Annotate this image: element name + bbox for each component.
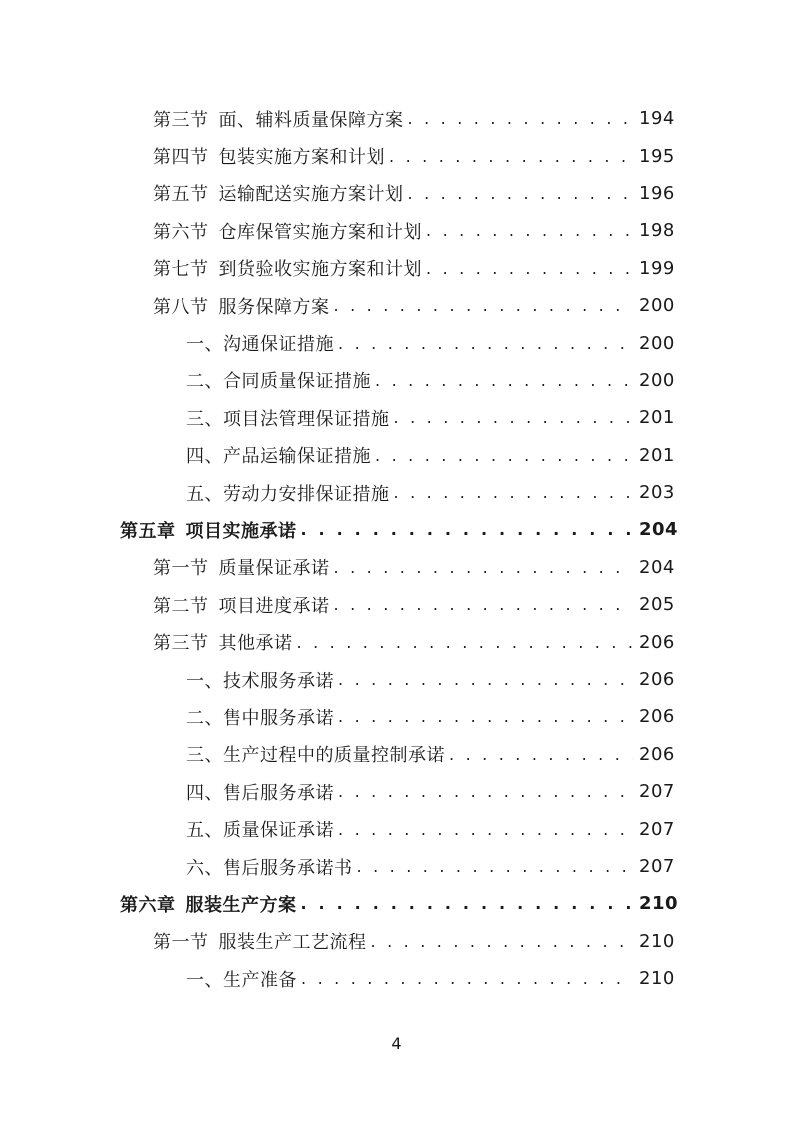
toc-entry[interactable] (0, 586, 793, 623)
toc-dot-leader (375, 371, 633, 390)
toc-entry-prefix: 四、 (186, 446, 223, 468)
toc-entry-prefix: 第五章 (120, 520, 176, 542)
toc-entry-prefix: 第一节 (153, 558, 209, 580)
toc-entry[interactable] (0, 960, 793, 997)
toc-dot-leader (338, 782, 633, 801)
toc-entry-label (186, 704, 334, 730)
toc-entry-prefix: 六、 (186, 857, 223, 879)
toc-dot-leader (426, 221, 633, 240)
toc-entry-label (120, 891, 297, 917)
toc-entry-label (153, 554, 330, 580)
toc-dot-leader (375, 446, 633, 465)
toc-entry-page: 207 (639, 856, 675, 877)
toc-dot-leader (389, 147, 633, 166)
toc-entry-title: 服装生产工艺流程 (218, 932, 367, 954)
toc-entry[interactable] (0, 137, 793, 174)
toc-dot-leader (297, 633, 634, 652)
toc-entry-prefix: 一、 (186, 969, 223, 991)
toc-entry[interactable] (0, 736, 793, 773)
toc-entry-page: 200 (639, 295, 675, 317)
toc-entry-page: 196 (639, 182, 675, 204)
toc-entry[interactable] (0, 437, 793, 474)
toc-entry-prefix: 第八节 (153, 296, 209, 318)
toc-entry-prefix: 一、 (186, 670, 223, 692)
toc-entry-page: 203 (639, 482, 675, 504)
toc-entry[interactable] (0, 324, 793, 361)
toc-entry-title: 项目实施承诺 (185, 520, 297, 542)
toc-entry-label (186, 367, 371, 393)
toc-entry-title: 劳动力安排保证措施 (223, 483, 390, 505)
toc-entry[interactable] (0, 511, 793, 548)
toc-entry[interactable] (0, 100, 793, 137)
toc-entry-title: 产品运输保证措施 (223, 446, 371, 468)
toc-entry-prefix: 第三节 (153, 109, 209, 131)
toc-dot-leader (426, 259, 633, 278)
toc-dot-leader (394, 408, 634, 427)
toc-entry-title: 售后服务承诺书 (223, 857, 353, 879)
toc-dot-leader (338, 820, 633, 839)
toc-entry-prefix: 第六节 (153, 221, 209, 243)
toc-entry-page: 195 (639, 145, 675, 167)
toc-entry-label (186, 816, 334, 842)
toc-entry-label (153, 180, 404, 206)
toc-entry[interactable] (0, 474, 793, 511)
toc-entry-label (186, 966, 297, 992)
toc-entry-page: 194 (639, 108, 675, 130)
toc-entry-prefix: 第二节 (153, 595, 209, 617)
toc-entry-prefix: 二、 (186, 371, 223, 393)
toc-dot-leader (301, 894, 634, 913)
toc-entry[interactable] (0, 399, 793, 436)
toc-entry-page: 207 (639, 818, 675, 840)
toc-entry-label (153, 143, 385, 169)
toc-dot-leader (408, 109, 634, 128)
toc-dot-leader (338, 334, 633, 353)
toc-dot-leader (338, 670, 633, 689)
toc-entry-label (186, 667, 334, 693)
toc-entry-prefix: 第七节 (153, 259, 209, 281)
toc-entry-label (153, 629, 293, 655)
toc-entry-prefix: 第六章 (120, 894, 176, 916)
toc-entry-prefix: 第四节 (153, 147, 209, 169)
toc-entry[interactable] (0, 549, 793, 586)
toc-entry-label (186, 480, 390, 506)
toc-entry-title: 售中服务承诺 (223, 707, 334, 729)
toc-dot-leader (371, 932, 634, 951)
toc-dot-leader (338, 707, 633, 726)
toc-entry-label (186, 330, 334, 356)
toc-entry-title: 质量保证承诺 (218, 558, 330, 580)
toc-entry-prefix: 二、 (186, 707, 223, 729)
toc-entry-label (186, 442, 371, 468)
toc-entry-label (153, 293, 330, 319)
toc-entry-prefix: 第三节 (153, 633, 209, 655)
toc-entry-title: 到货验收实施方案和计划 (218, 259, 422, 281)
toc-entry[interactable] (0, 212, 793, 249)
toc-dot-leader (301, 969, 633, 988)
toc-entry-prefix: 第五节 (153, 184, 209, 206)
toc-entry-page: 205 (639, 594, 675, 616)
toc-entry-prefix: 一、 (186, 334, 223, 356)
toc-entry-page: 200 (639, 369, 675, 391)
toc-entry-prefix: 三、 (186, 408, 223, 430)
toc-dot-leader (449, 745, 633, 764)
toc-entry-page: 201 (639, 444, 675, 466)
toc-entry-title: 生产过程中的质量控制承诺 (223, 745, 445, 767)
toc-dot-leader (394, 483, 634, 502)
toc-entry-title: 其他承诺 (218, 633, 293, 655)
toc-entry-title: 包装实施方案和计划 (218, 147, 385, 169)
toc-entry-title: 服务保障方案 (218, 296, 330, 318)
toc-entry-prefix: 五、 (186, 483, 223, 505)
toc-entry[interactable] (0, 175, 793, 212)
toc-entry-page: 201 (639, 407, 675, 429)
toc-entry-title: 质量保证承诺 (223, 820, 334, 842)
toc-entry-label (120, 517, 297, 543)
toc-entry-title: 沟通保证措施 (223, 334, 334, 356)
toc-entry-page: 206 (639, 631, 675, 653)
toc-entry[interactable] (0, 698, 793, 735)
page-number: 4 (391, 1034, 402, 1053)
toc-dot-leader (408, 184, 634, 203)
toc-entry[interactable] (0, 773, 793, 810)
toc-entry-label (186, 854, 353, 880)
toc-entry-title: 服装生产方案 (185, 894, 297, 916)
toc-entry[interactable] (0, 848, 793, 885)
toc-entry-label (153, 255, 422, 281)
table-of-contents (0, 100, 793, 997)
toc-entry[interactable] (0, 885, 793, 922)
toc-entry-prefix: 第一节 (153, 932, 209, 954)
toc-entry-page: 204 (639, 556, 675, 578)
toc-entry-title: 生产准备 (223, 969, 297, 991)
toc-entry[interactable] (0, 810, 793, 847)
toc-entry-title: 技术服务承诺 (223, 670, 334, 692)
toc-dot-leader (357, 857, 634, 876)
toc-entry-page: 204 (639, 519, 679, 541)
toc-dot-leader (334, 595, 634, 614)
toc-entry-page: 206 (639, 669, 675, 691)
toc-entry-title: 项目法管理保证措施 (223, 408, 390, 430)
toc-entry-title: 面、辅料质量保障方案 (218, 109, 404, 131)
toc-entry-page: 210 (639, 893, 679, 915)
toc-entry-prefix: 五、 (186, 820, 223, 842)
toc-entry-page: 210 (639, 930, 675, 952)
toc-entry-title: 项目进度承诺 (218, 595, 330, 617)
toc-dot-leader (334, 558, 634, 577)
toc-dot-leader (301, 520, 634, 539)
toc-entry-page: 199 (639, 257, 675, 279)
toc-entry[interactable] (0, 362, 793, 399)
toc-entry-label (186, 741, 445, 767)
toc-entry-page: 210 (639, 968, 675, 990)
toc-entry-label (186, 405, 390, 431)
toc-entry-page: 200 (639, 332, 675, 354)
toc-entry[interactable] (0, 250, 793, 287)
toc-entry-page: 207 (639, 781, 675, 803)
toc-entry-label (153, 218, 422, 244)
toc-entry-label (153, 928, 367, 954)
toc-entry-page: 206 (639, 706, 675, 728)
toc-entry[interactable] (0, 661, 793, 698)
toc-entry-prefix: 四、 (186, 782, 223, 804)
toc-entry-title: 合同质量保证措施 (223, 371, 371, 393)
toc-entry-prefix: 三、 (186, 745, 223, 767)
toc-entry-label (153, 106, 404, 132)
toc-entry[interactable] (0, 923, 793, 960)
toc-entry-title: 仓库保管实施方案和计划 (218, 221, 422, 243)
toc-entry-label (153, 592, 330, 618)
toc-entry-title: 运输配送实施方案计划 (218, 184, 404, 206)
toc-entry-page: 206 (639, 743, 675, 765)
toc-entry-page: 198 (639, 220, 675, 242)
toc-entry-title: 售后服务承诺 (223, 782, 334, 804)
toc-entry[interactable] (0, 287, 793, 324)
toc-dot-leader (334, 296, 634, 315)
toc-entry-label (186, 779, 334, 805)
toc-entry[interactable] (0, 623, 793, 660)
